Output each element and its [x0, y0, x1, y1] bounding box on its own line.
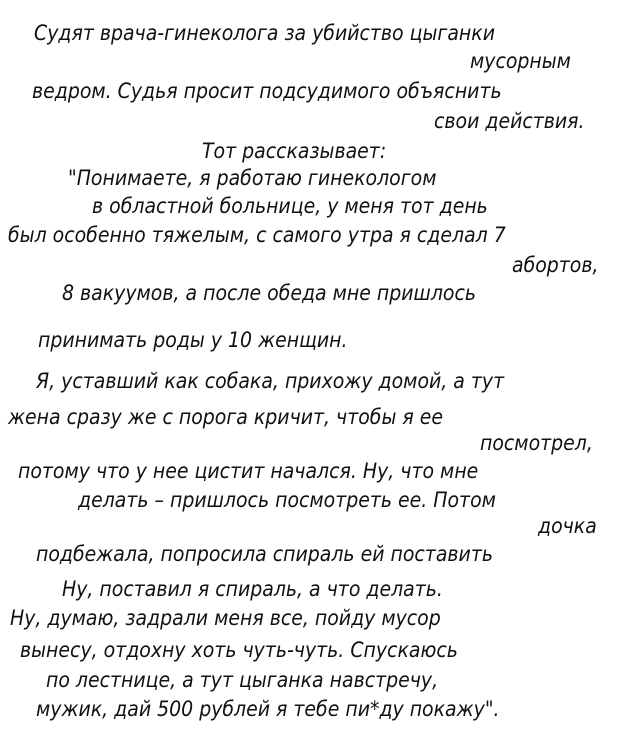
text-line: свои действия.	[434, 109, 585, 133]
text-line: дочка	[538, 514, 597, 538]
text-line: в областной больнице, у меня тот день	[92, 194, 488, 218]
text-line: делать – пришлось посмотреть ее. Потом	[78, 488, 496, 512]
text-line: Я, уставший как собака, прихожу домой, а тут	[36, 369, 505, 393]
text-line: Ну, поставил я спираль, а что делать.	[62, 577, 443, 601]
text-line: Судят врача-гинеколога за убийство цыганки	[34, 21, 495, 45]
text-line: посмотрел,	[480, 431, 593, 455]
text-line: жена сразу же с порога кричит, чтобы я ее	[8, 405, 444, 429]
text-line: мужик, дай 500 рублей я тебе пи*ду покажу".	[36, 697, 500, 721]
text-line: абортов,	[512, 253, 599, 277]
text-line: 8 вакуумов, а после обеда мне пришлось	[62, 281, 476, 305]
text-line: принимать роды у 10 женщин.	[38, 328, 348, 352]
text-line: потому что у нее цистит начался. Ну, что мне	[18, 459, 479, 483]
text-line: Ну, думаю, задрали меня все, пойду мусор	[10, 606, 441, 630]
text-line: был особенно тяжелым, с самого утра я сделал 7	[8, 223, 506, 247]
text-line: ведром. Судья просит подсудимого объяснить	[32, 79, 502, 103]
text-line: "Понимаете, я работаю гинекологом	[68, 166, 437, 190]
text-line: вынесу, отдохну хоть чуть-чуть. Спускаюсь	[20, 638, 458, 662]
text-line: мусорным	[470, 49, 571, 73]
text-line: по лестнице, а тут цыганка навстречу,	[46, 668, 439, 692]
text-line: подбежала, попросила спираль ей поставить	[36, 542, 493, 566]
text-line: Тот рассказывает:	[202, 139, 387, 163]
